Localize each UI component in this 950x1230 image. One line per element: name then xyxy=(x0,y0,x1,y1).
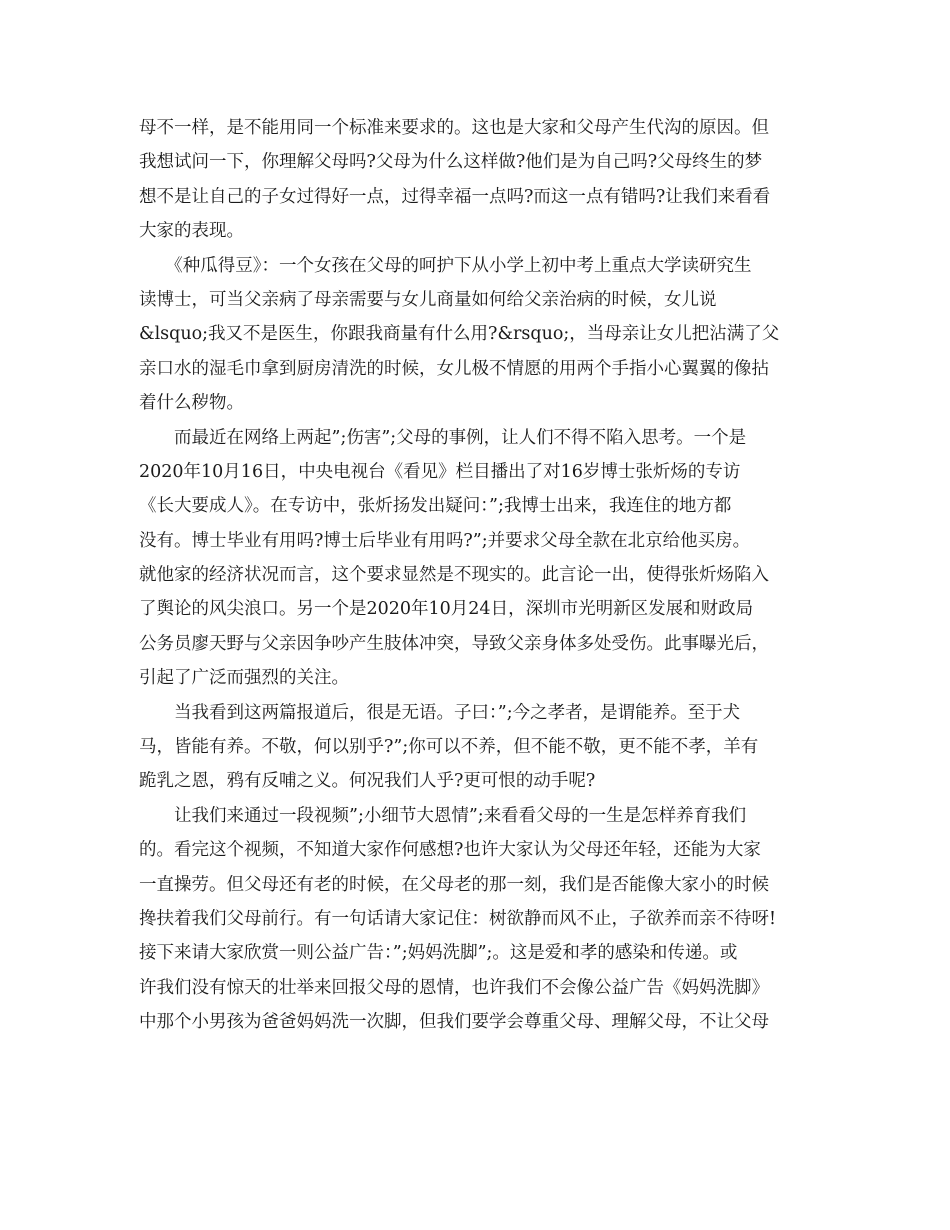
text-line: 当我看到这两篇报道后，很是无语。子曰：”;今之孝者，是谓能养。至于犬 xyxy=(139,702,741,723)
text-line: 着什么秽物。 xyxy=(139,393,244,414)
text-line: 母不一样，是不能用同一个标准来要求的。这也是大家和父母产生代沟的原因。但 xyxy=(139,118,769,138)
document-body xyxy=(139,111,815,1040)
text-line: 跪乳之恩，鸦有反哺之义。何况我们人乎?更可恨的动手呢? xyxy=(139,771,596,792)
text-line: 亲口水的湿毛巾拿到厨房清洗的时候，女儿极不情愿的用两个手指小心翼翼的像拈 xyxy=(139,358,769,379)
text-line: 接下来请大家欣赏一则公益广告：”;妈妈洗脚”;。这是爱和孝的感染和传递。或 xyxy=(139,943,738,964)
text-line: 了舆论的风尖浪口。另一个是2020年10月24日，深圳市光明新区发展和财政局 xyxy=(139,599,754,620)
paragraph xyxy=(139,799,815,1040)
text-line: 而最近在网络上两起”;伤害”;父母的事例，让人们不得不陷入思考。一个是 xyxy=(139,427,747,448)
text-line: 2020年10月16日，中央电视台《看见》栏目播出了对16岁博士张炘炀的专访 xyxy=(139,461,741,482)
text-line: 读博士，可当父亲病了母亲需要与女儿商量如何给父亲治病的时候，女儿说 xyxy=(139,289,717,310)
text-line: 《长大要成人》。在专访中，张炘扬发出疑问：”;我博士出来，我连住的地方都 xyxy=(139,496,732,517)
text-line: &lsquo;我又不是医生，你跟我商量有什么用?&rsquo;，当母亲让女儿把沾满了父 xyxy=(139,324,780,345)
text-line: 大家的表现。 xyxy=(139,221,244,242)
text-line: 搀扶着我们父母前行。有一句话请大家记住：树欲静而风不止，子欲养而亲不待呀! xyxy=(139,908,777,929)
text-line: 想不是让自己的子女过得好一点，过得幸福一点吗?而这一点有错吗?让我们来看看 xyxy=(139,186,771,207)
paragraph xyxy=(139,249,815,421)
text-line: 就他家的经济状况而言，这个要求显然是不现实的。此言论一出，使得张炘炀陷入 xyxy=(139,565,769,586)
text-line: 一直操劳。但父母还有老的时候，在父母老的那一刻，我们是否能像大家小的时候 xyxy=(139,874,769,895)
text-line: 《种瓜得豆》：一个女孩在父母的呵护下从小学上初中考上重点大学读研究生 xyxy=(139,255,752,276)
paragraph xyxy=(139,696,815,799)
paragraph xyxy=(139,421,815,696)
text-line: 没有。博士毕业有用吗?博士后毕业有用吗?”;并要求父母全款在北京给他买房。 xyxy=(139,530,751,551)
paragraph xyxy=(139,111,815,249)
text-line: 许我们没有惊天的壮举来回报父母的恩情，也许我们不会像公益广告《妈妈洗脚》 xyxy=(139,977,769,998)
text-line: 引起了广泛而强烈的关注。 xyxy=(139,668,349,689)
text-line: 马，皆能有养。不敬，何以别乎?”;你可以不养，但不能不敬，更不能不孝，羊有 xyxy=(139,737,759,758)
text-line: 的。看完这个视频，不知道大家作何感想?也许大家认为父母还年轻，还能为大家 xyxy=(139,840,761,861)
text-line: 中那个小男孩为爸爸妈妈洗一次脚，但我们要学会尊重父母、理解父母，不让父母 xyxy=(139,1012,769,1033)
text-line: 让我们来通过一段视频”;小细节大恩情”;来看看父母的一生是怎样养育我们 xyxy=(139,805,747,826)
text-line: 公务员廖天野与父亲因争吵产生肢体冲突，导致父亲身体多处受伤。此事曝光后， xyxy=(139,633,769,654)
text-line: 我想试问一下，你理解父母吗?父母为什么这样做?他们是为自己吗?父母终生的梦 xyxy=(139,152,763,173)
